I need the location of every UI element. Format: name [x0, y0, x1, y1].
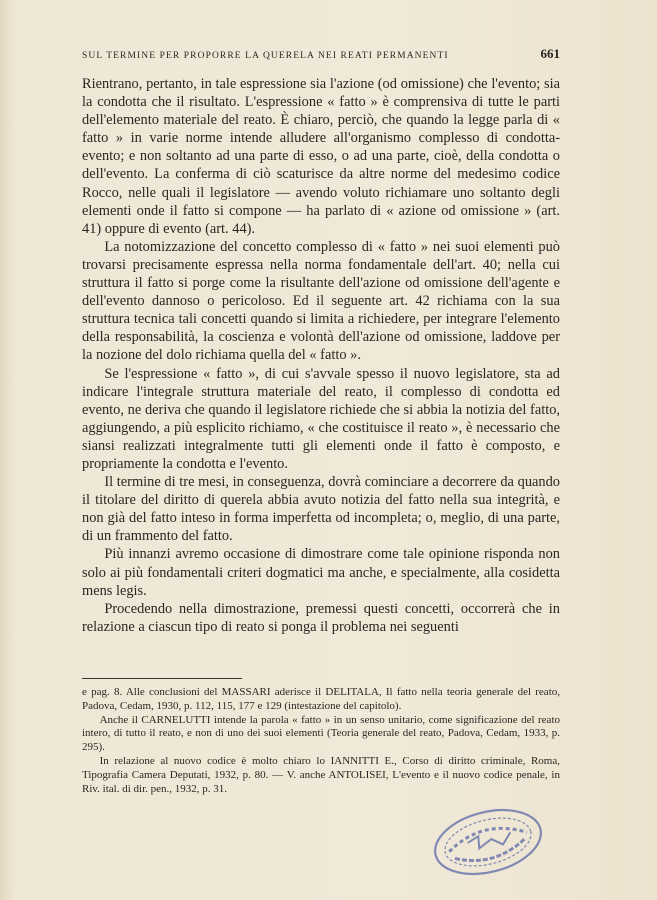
paragraph: Il termine di tre mesi, in conseguenza, dovrà cominciare a decorrere da quando il titolare del diritto di querela abbia avuto notizia del fatto nella sua integrità, e non già del fatto inteso in forma imperfetta od incompleta; o, meglio, di una parte, di un frammento del fatto.: [82, 474, 560, 545]
footnotes: [82, 686, 560, 796]
footnote-rule: [82, 678, 242, 679]
footnote: Anche il CARNELUTTI intende la parola « fatto » in un senso unitario, come significazione del reato intero, di tutto il reato, e non di uno dei suoi elementi (Teoria generale del reato, Padova, Cedam, 1933, p. 295).: [82, 713, 560, 754]
page-number: 661: [540, 46, 560, 61]
paragraph: Se l'espressione « fatto », di cui s'avvale spesso il nuovo legislatore, sta ad indicare l'integrale struttura materiale del reato, il complesso di condotta ed evento, ne deriva che quando il legislatore richiede che si abbia la notizia del fatto, aggiungendo, a più esplicito richiamo, « che costituisce il reato », è necessario che siansi realizzati integralmente tutti gli elementi onde il fatto è composto, e propriamente la condotta e l'evento.: [82, 365, 560, 472]
paragraph: Più innanzi avremo occasione di dimostrare come tale opinione risponda non solo ai più fondamentali criteri dogmatici ma anche, e specialmente, alla cosidetta mens legis.: [82, 546, 560, 599]
footnote: e pag. 8. Alle conclusioni del MASSARI aderisce il DELITALA, Il fatto nella teoria generale del reato, Padova, Cedam, 1930, p. 112, 115, 177 e 129 (intestazione del capitolo).: [82, 686, 560, 712]
library-stamp: [428, 804, 548, 880]
body-text: [82, 75, 560, 636]
page-header: [82, 46, 560, 62]
paragraph: La notomizzazione del concetto complesso di « fatto » nei suoi elementi può trovarsi precisamente espressa nella norma fondamentale dell'art. 40; nella cui struttura il fatto si porge come la risultante dell'azione od omissione dell'agente e dell'evento dannoso o pericoloso. Ed il seguente art. 42 richiama con la sua struttura tecnica tali concetti quando si limita a richiedere, per integrare l'elemento della responsabilità, la coscienza e volontà dell'azione od omissione, laddove per la nozione del dolo richiama quella del « fatto ».: [82, 238, 560, 364]
paragraph: Rientrano, pertanto, in tale espressione sia l'azione (od omissione) che l'evento; sia la condotta che il risultato. L'espressione « fatto » è comprensiva di tutte le parti dell'elemento materiale del reato. È chiaro, perciò, che quando la legge parla di « fatto » in varie norme intende alludere all'organismo complesso di condotta-evento; e non soltanto ad una parte di esso, o ad una parte, cioè, della condotta o dell'evento. La conferma di ciò scaturisce da altre norme del medesimo codice Rocco, nelle quali il legislatore — avendo voluto richiamare uno soltanto degli elementi onde il fatto si compone — ha parlato di « azione od omissione » (art. 41) oppure di evento (art. 44).: [82, 76, 560, 237]
paragraph: Procedendo nella dimostrazione, premessi questi concetti, occorrerà che in relazione a ciascun tipo di reato si ponga il problema nei seguenti: [82, 600, 560, 635]
footnote: In relazione al nuovo codice è molto chiaro lo IANNITTI E., Corso di diritto criminale, Roma, Tipografia Camera Deputati, 1932, p. 80. — V. anche ANTOLISEI, L'evento e il nuovo codice penale, in Riv. ital. di dir. pen., 1932, p. 31.: [82, 754, 560, 795]
running-title: SUL TERMINE PER PROPORRE LA QUERELA NEI REATI PERMANENTI: [82, 51, 449, 61]
